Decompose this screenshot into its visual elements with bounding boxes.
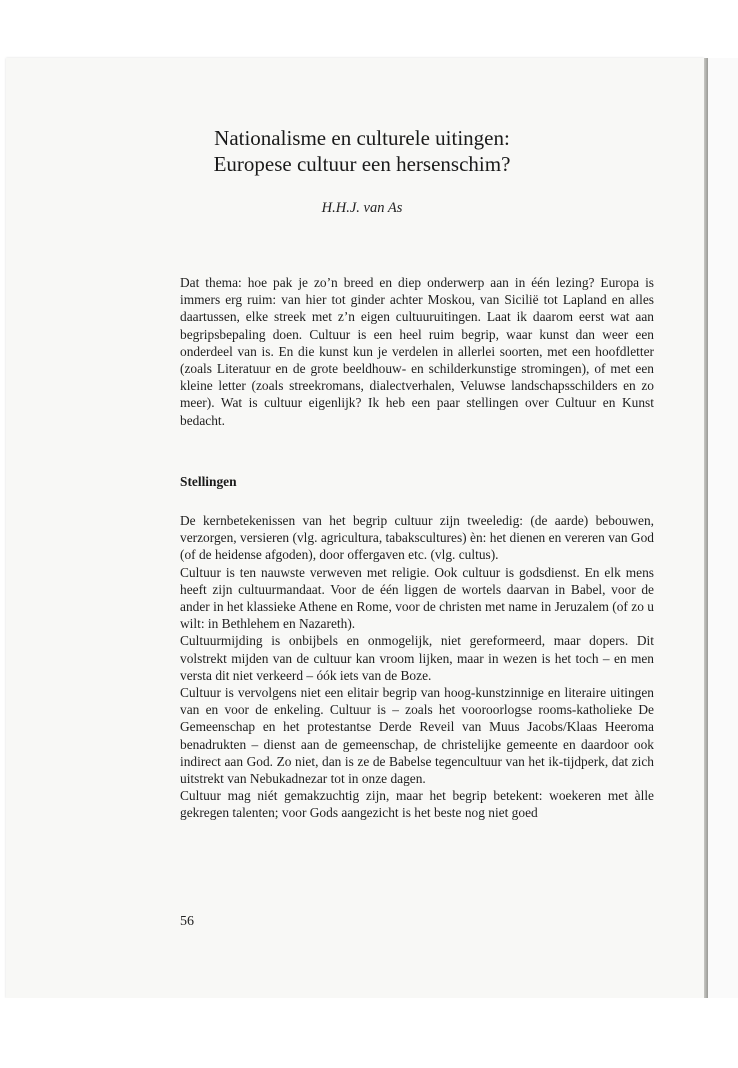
intro-paragraph <box>180 274 654 429</box>
stelling-paragraph: Cultuur is vervolgens niet een elitair begrip van hoog-kunstzinnige en literaire uitingen van en voor de enkeling. Cultuur is – zoals het vooroorlogse rooms-katholieke De Gemeenschap en het protestantse Derde Reveil van Muus Jacobs/Klaas Heeroma benadrukten – dienst aan de gemeenschap, de christelijke gemeente en daardoor ook indirect aan God. Zo niet, dan is ze de Babelse tegencultuur van het ik-tijdperk, dat zich uitstrekt van Nebukadnezar tot in onze dagen. <box>180 685 654 787</box>
scan-margin <box>708 58 738 998</box>
author-name: H.H.J. van As <box>321 200 403 216</box>
article-title <box>150 125 574 177</box>
stellingen-body <box>180 512 654 822</box>
stelling-paragraph: Cultuur mag niét gemakzuchtig zijn, maar het begrip betekent: woekeren met àlle gekregen talenten; voor Gods aangezicht is het beste nog niet goed <box>180 788 654 821</box>
stelling-paragraph: Cultuurmijding is onbijbels en onmogelijk, niet gereformeerd, maar dopers. Dit volstrekt mijden van de cultuur kan vroom lijken, maar in wezen is het toch – en men versta dit niet verkeerd – óók iets van de Boze. <box>180 633 654 683</box>
stelling-paragraph: Cultuur is ten nauwste verweven met religie. Ook cultuur is godsdienst. En elk mens heeft zijn cultuurmandaat. Voor de één liggen de wortels daarvan in Babel, voor de ander in het klassieke Athene en Rome, voor de christen met name in Jeruzalem (of zo u wilt: in Bethlehem en Nazareth). <box>180 564 654 632</box>
section-heading: Stellingen <box>180 474 237 489</box>
intro-text: Dat thema: hoe pak je zo’n breed en diep onderwerp aan in één lezing? Europa is immers erg ruim: van hier tot ginder achter Moskou, van Sicilië tot Lapland en alles daartussen, elke streek met z’n eigen cultuuruitingen. Laat ik daarom eerst wat aan begripsbepaling doen. Cultuur is een heel ruim begrip, waar kunst dan weer een onderdeel van is. En die kunst kun je verdelen in allerlei soorten, met een hoofdletter (zoals Literatuur en de grote beeldhouw- en schilderkunstige stromingen), of met een kleine letter (zoals streekromans, dialectverhalen, Veluwse landschapsschilders en zo meer). Wat is cultuur eigenlijk? Ik heb een paar stellingen over Cultuur en Kunst bedacht. <box>180 275 654 428</box>
page-number: 56 <box>180 914 194 929</box>
title-line-2: Europese cultuur een hersenschim? <box>213 152 511 176</box>
stelling-paragraph: De kernbetekenissen van het begrip cultuur zijn tweeledig: (de aarde) bebouwen, verzorgen, versieren (vlg. agricultura, tabakscultures) èn: het dienen en vereren van God (of de heidense afgoden), door offergaven etc. (vlg. cultus). <box>180 513 654 563</box>
scan-bottom-margin <box>0 998 738 1068</box>
title-line-1: Nationalisme en culturele uitingen: <box>214 126 510 150</box>
